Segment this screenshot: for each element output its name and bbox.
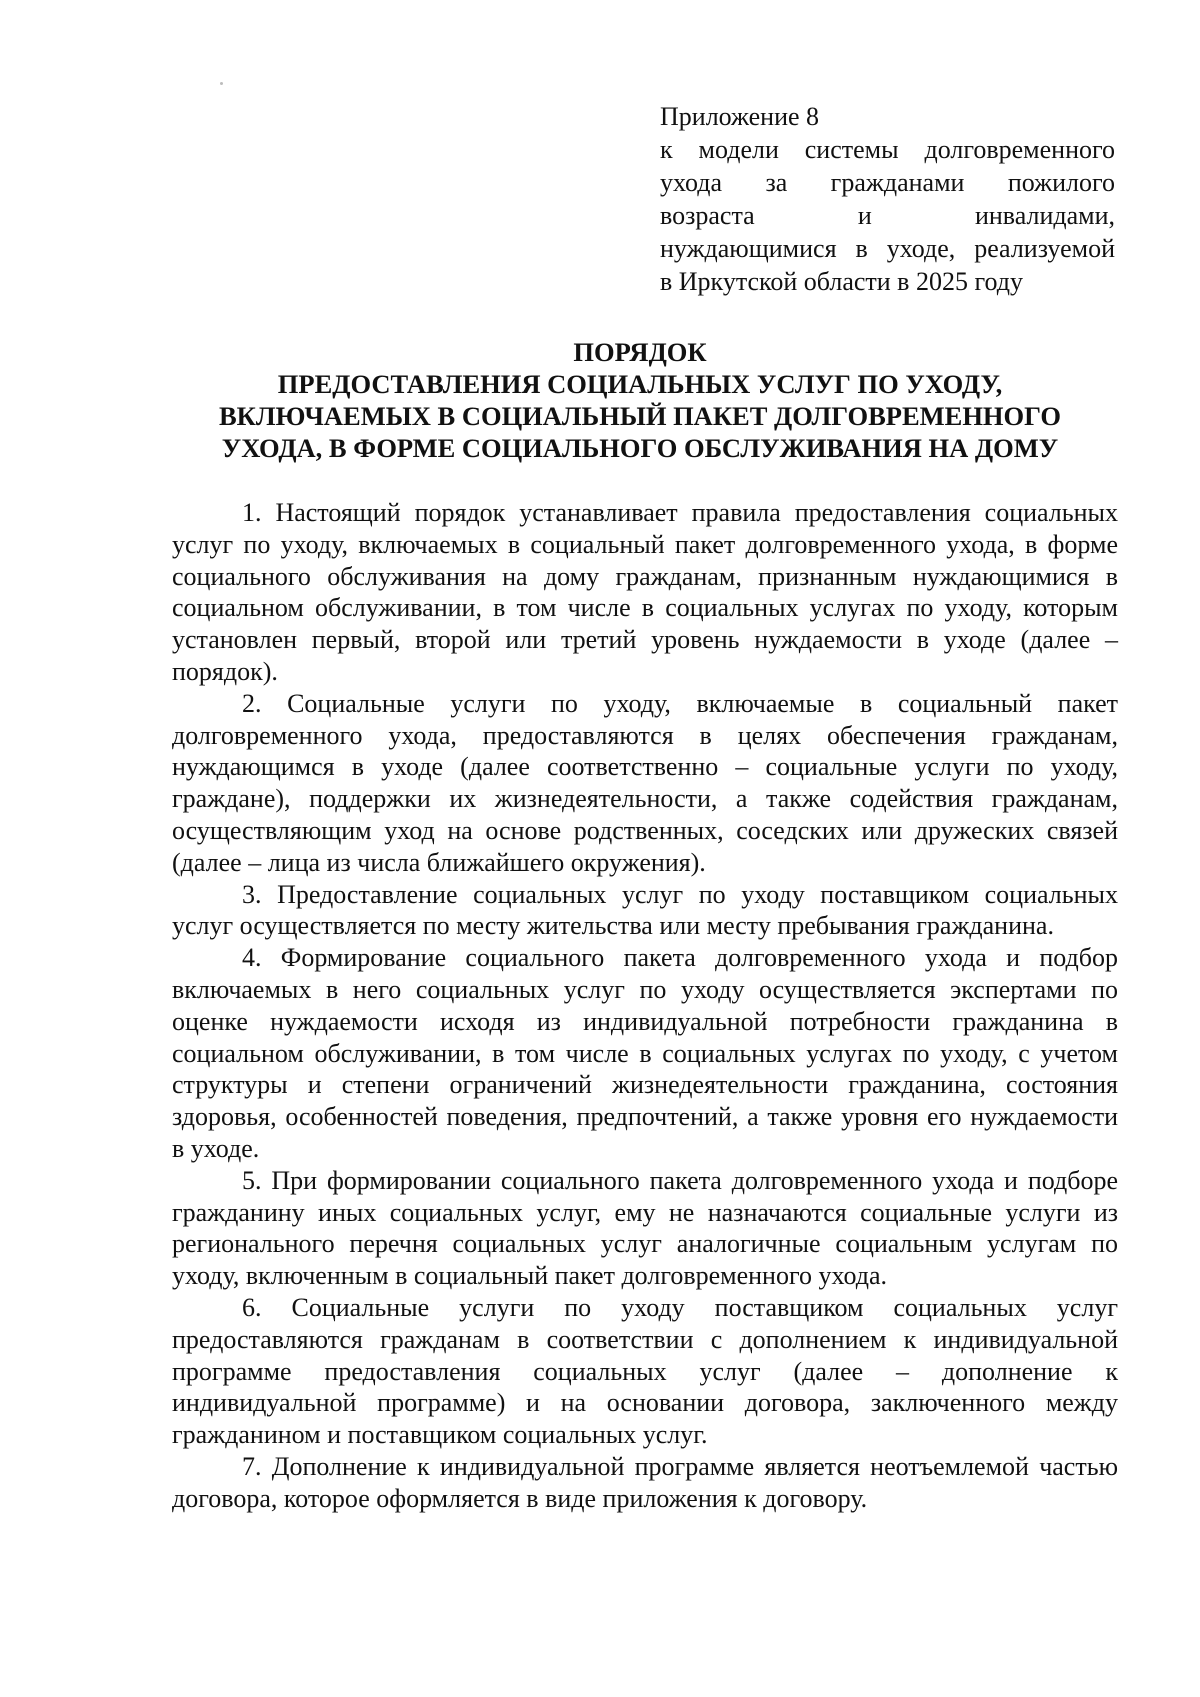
title-line: ВКЛЮЧАЕМЫХ В СОЦИАЛЬНЫЙ ПАКЕТ ДОЛГОВРЕМЕННОГО xyxy=(219,401,1061,431)
paragraph-1: 1. Настоящий порядок устанавливает правила предоставления социальных услуг по уходу, включаемых в социальный пакет долговременного ухода, в форме социального обслуживания на дому гражданам, признанным нуждающимися в социальном обслуживании, в том числе в социальных услугах по уходу, которым установлен первый, второй или третий уровень нуждаемости в уходе (далее – порядок). xyxy=(172,498,1118,686)
annex-line: нуждающимися в уходе, реализуемой xyxy=(660,234,1115,263)
annex-line: к модели системы долговременного xyxy=(660,135,1115,164)
annex-line: в Иркутской области в 2025 году xyxy=(660,267,1023,296)
title-line: ПОРЯДОК xyxy=(573,337,707,367)
title-line: УХОДА, В ФОРМЕ СОЦИАЛЬНОГО ОБСЛУЖИВАНИЯ НА ДОМУ xyxy=(221,433,1059,463)
document-body xyxy=(172,497,1118,1515)
title-line: ПРЕДОСТАВЛЕНИЯ СОЦИАЛЬНЫХ УСЛУГ ПО УХОДУ, xyxy=(277,369,1003,399)
paragraph-5: 5. При формировании социального пакета долговременного ухода и подборе гражданину иных социальных услуг, ему не назначаются социальные услуги из регионального перечня социальных услуг аналогичные социальным услугам по уходу, включенным в социальный пакет долговременного ухода. xyxy=(172,1165,1118,1291)
paragraph-3: 3. Предоставление социальных услуг по уходу поставщиком социальных услуг осуществляется по месту жительства или месту пребывания гражданина. xyxy=(172,879,1118,941)
paragraph-4: 4. Формирование социального пакета долговременного ухода и подбор включаемых в него социальных услуг по уходу осуществляется экспертами по оценке нуждаемости исходя из индивидуальной потребности гражданина в социальном обслуживании, в том числе в социальных услугах по уходу, с учетом структуры и степени ограничений жизнедеятельности гражданина, состояния здоровья, особенностей поведения, предпочтений, а также уровня его нуждаемости в уходе. xyxy=(172,943,1118,1163)
annex-line: Приложение 8 xyxy=(660,102,820,131)
annex-header xyxy=(660,100,1115,298)
scan-speck xyxy=(220,82,223,85)
paragraph-7: 7. Дополнение к индивидуальной программе является неотъемлемой частью договора, которое оформляется в виде приложения к договору. xyxy=(172,1451,1118,1513)
document-title xyxy=(140,336,1140,464)
paragraph-2: 2. Социальные услуги по уходу, включаемые в социальный пакет долговременного ухода, предоставляются в целях обеспечения гражданам, нуждающимся в уходе (далее соответственно – социальные услуги по уходу, граждане), поддержки их жизнедеятельности, а также содействия гражданам, осуществляющим уход на основе родственных, соседских или дружеских связей (далее – лица из числа ближайшего окружения). xyxy=(172,688,1118,877)
annex-line: возраста и инвалидами, xyxy=(660,201,1115,230)
paragraph-6: 6. Социальные услуги по уходу поставщиком социальных услуг предоставляются гражданам в соответствии с дополнением к индивидуальной программе предоставления социальных услуг (далее – дополнение к индивидуальной программе) и на основании договора, заключенного между гражданином и поставщиком социальных услуг. xyxy=(172,1292,1118,1450)
annex-line: ухода за гражданами пожилого xyxy=(660,168,1115,197)
